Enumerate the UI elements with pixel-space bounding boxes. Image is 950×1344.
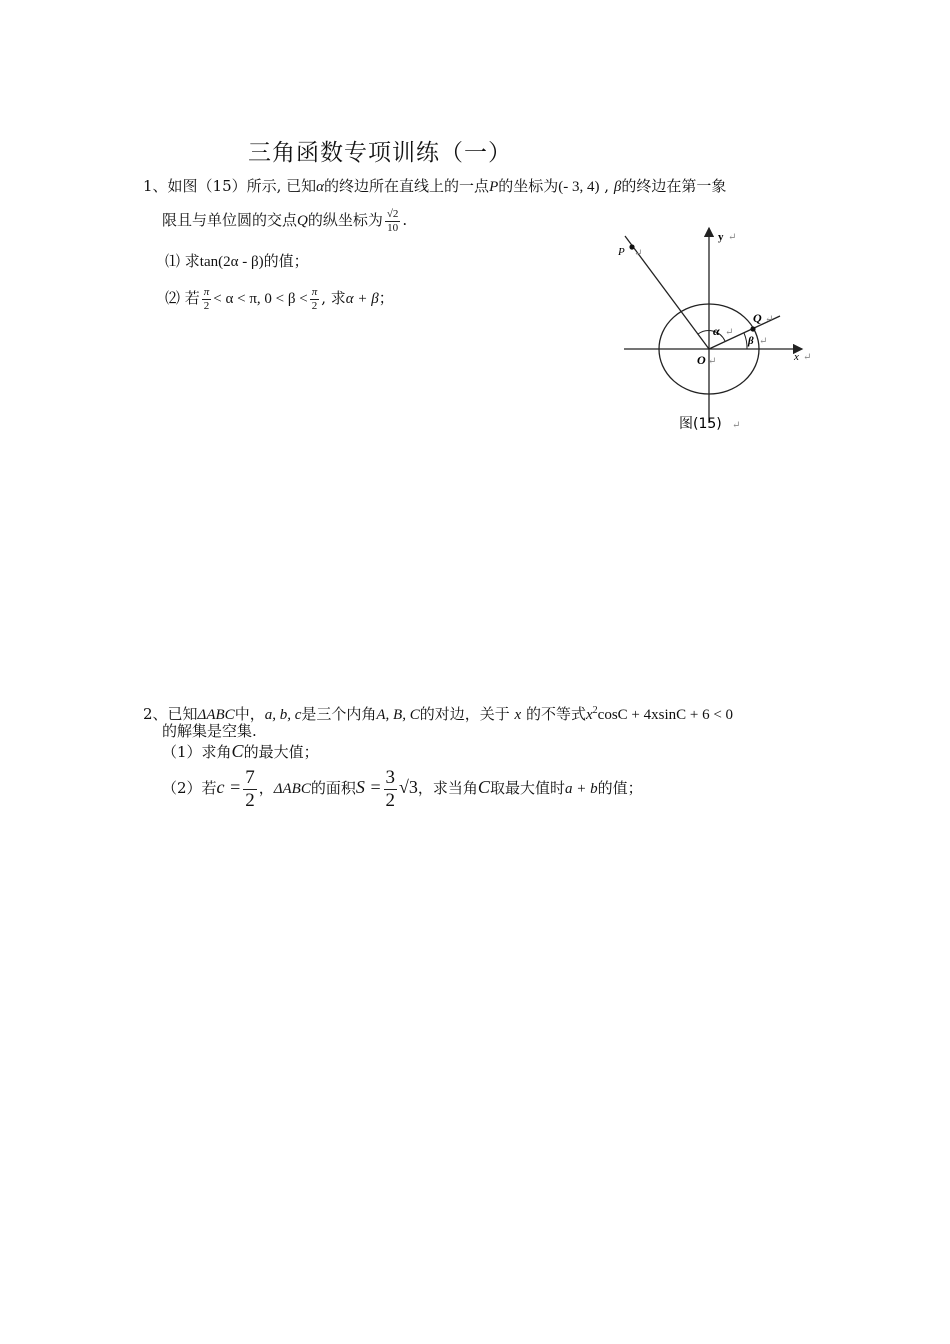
fraction-numerator: √2: [386, 207, 399, 220]
q1-expression: α + β: [345, 291, 379, 307]
q2-inequality-x: x: [586, 707, 593, 723]
q1-text: 的终边所在直线上的一点: [324, 177, 490, 195]
fraction-denominator: 2: [245, 789, 255, 811]
q1-text: 的纵坐标为: [307, 211, 383, 229]
return-mark: ↵: [732, 420, 741, 431]
q2-text: ，求当角: [417, 779, 478, 797]
q2-angle-c: C: [477, 777, 490, 797]
label-q: Q: [753, 311, 762, 325]
q1-coordinate: (- 3, 4): [558, 179, 600, 195]
q2-inequality: cosC + 4xsinC + 6 < 0: [597, 707, 734, 723]
label-beta: β: [748, 335, 754, 347]
return-mark: ↵: [759, 336, 768, 347]
label-origin: O: [697, 353, 706, 367]
q2-variable-x: x: [514, 707, 522, 723]
q1-inequality: < α < π: [213, 291, 257, 307]
return-mark: ↵: [634, 248, 643, 259]
fraction-numerator: π: [203, 285, 210, 298]
q1-part-1: [165, 251, 309, 272]
beta-arc: [744, 333, 747, 349]
q2-text: 是三个内角: [301, 705, 377, 723]
q1-text: 的坐标为: [498, 177, 559, 195]
q2-text: 的值；: [597, 779, 643, 797]
q2-part-label: （1）求角: [162, 743, 232, 761]
q2-part-2: [162, 764, 643, 812]
q2-line-2: 的解集是空集.: [162, 722, 257, 740]
q1-text: , 求: [321, 289, 346, 307]
q2-text: 中，: [234, 705, 265, 723]
q2-text: 取最大值时: [489, 779, 565, 797]
q2-text: 的不等式: [525, 705, 586, 723]
q1-text: 限且与单位圆的交点: [162, 211, 298, 229]
q2-s-equals: S =: [355, 777, 382, 797]
q2-text: 的面积: [310, 779, 356, 797]
fraction-numerator: π: [311, 285, 318, 298]
return-mark: ↵: [708, 356, 717, 367]
q1-beta: β: [613, 179, 622, 195]
q1-text: .: [402, 211, 408, 229]
q2-angles: A, B, C: [376, 707, 420, 723]
fraction-denominator: 2: [385, 789, 396, 811]
q2-triangle: ΔABC: [273, 781, 311, 797]
fraction-denominator: 10: [385, 221, 401, 235]
fraction-numerator: 7: [245, 766, 255, 788]
q1-text: 的终边在第一象: [621, 177, 727, 195]
label-y: y: [718, 231, 724, 243]
q1-text: ；: [378, 289, 394, 307]
q2-c-equals: c =: [216, 777, 242, 797]
label-p: P: [618, 246, 625, 258]
return-mark: ↵: [765, 314, 774, 325]
q2-sum: a + b: [564, 781, 598, 797]
q2-text: 2、已知: [143, 705, 198, 723]
fraction-numerator: 3: [385, 766, 396, 788]
q1-point-p: P: [489, 179, 499, 195]
page-title: 三角函数专项训练（一）: [248, 140, 512, 166]
q2-sqrt: √3: [399, 777, 418, 797]
q1-inequality: , 0 < β <: [256, 291, 308, 307]
unit-circle-figure: [612, 218, 822, 440]
q2-text: 的最大值；: [243, 743, 319, 761]
q1-part-2: [165, 283, 394, 314]
q1-text: 1、如图（15）所示, 已知: [143, 177, 317, 195]
return-mark: ↵: [725, 327, 734, 338]
point-q-dot: [750, 326, 755, 331]
q1-fraction: [385, 208, 401, 235]
q1-line-1: [143, 176, 726, 197]
q1-point-q: Q: [297, 213, 308, 229]
q1-part-label: ⑵ 若: [165, 289, 200, 307]
return-mark: ↵: [728, 232, 737, 243]
label-alpha: α: [713, 324, 720, 338]
fraction-denominator: 2: [310, 299, 320, 313]
q1-alpha: α: [316, 179, 325, 195]
q1-text: 的值；: [263, 252, 309, 270]
q2-part-1: [162, 741, 319, 762]
q2-exponent: 2: [592, 705, 598, 716]
q2-text: ，: [258, 779, 274, 797]
q2-fraction: [384, 767, 398, 812]
figure-caption: 图(15): [679, 416, 722, 432]
q1-expression: tan(2α - β): [199, 254, 264, 270]
q1-text: ,: [599, 177, 610, 195]
label-x: x: [794, 351, 799, 363]
q2-triangle: ΔABC: [197, 707, 235, 723]
q2-angle-c: C: [231, 741, 244, 761]
q1-line-2: [162, 206, 407, 235]
q2-sides: a, b, c: [264, 707, 302, 723]
return-mark: ↵: [803, 352, 812, 363]
q1-fraction: [202, 286, 212, 313]
fraction-denominator: 2: [202, 299, 212, 313]
q2-text: 的对边，关于: [419, 705, 510, 723]
q2-part-label: （2）若: [162, 779, 217, 797]
q1-part-label: ⑴ 求: [165, 252, 200, 270]
q2-fraction: [243, 767, 257, 812]
q1-fraction: [310, 286, 320, 313]
